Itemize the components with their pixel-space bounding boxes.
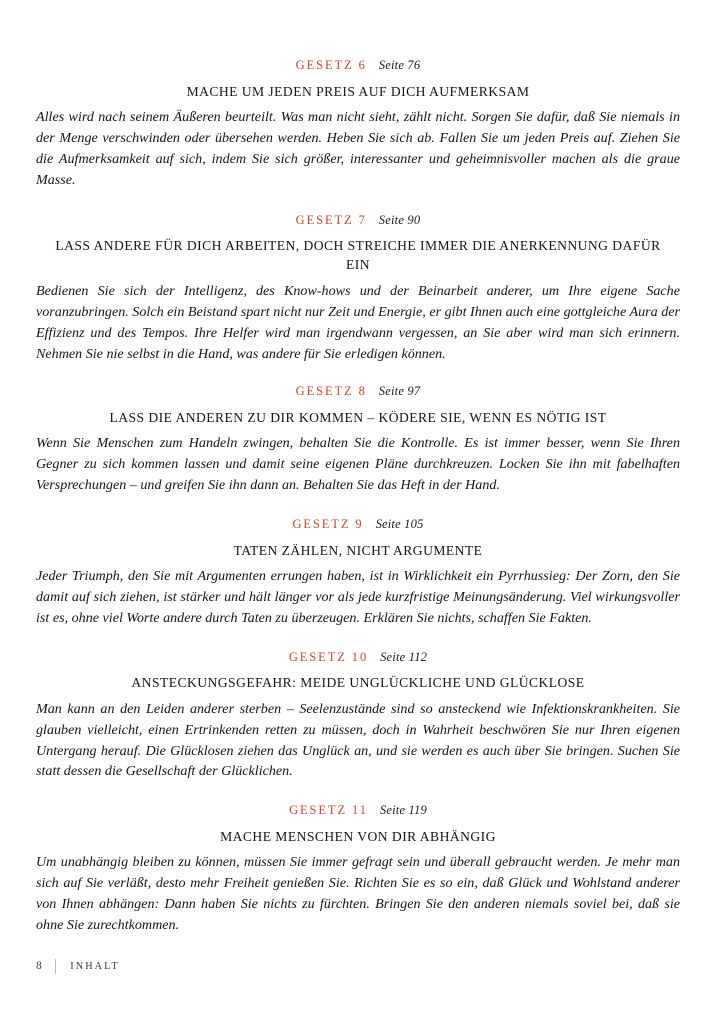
toc-entry-list [36,56,680,936]
law-title: MACHE MENSCHEN VON DIR ABHÄNGIG [220,828,496,844]
toc-entry-meta [36,801,680,819]
page-reference: Seite 90 [378,212,421,227]
footer-page-number: 8 [36,960,43,972]
toc-entry[interactable] [36,211,680,365]
law-description: Alles wird nach seinem Äußeren beurteilt. Was man nicht sieht, zählt nicht. Sorgen Sie dafür, daß Sie niemals in der Menge verschwinden oder übersehen werden. Heben Sie sich ab. Fallen Sie um jeden Preis auf. Ziehen Sie die Aufmerksamkeit auf sich, indem Sie sich größer, interessanter und geheimnisvoller machen als die graue Masse. [36,108,680,188]
page-reference: Seite 97 [378,384,421,399]
law-description: Wenn Sie Menschen zum Handeln zwingen, behalten Sie die Kontrolle. Es ist immer besser, wenn Sie Ihren Gegner zu sich kommen lassen und damit seine eigenen Pläne durchkreuzen. Locken Sie ihn mit fabelhaften Versprechungen – und greifen Sie ihn dann an. Behalten Sie das Heft in der Hand. [36,435,680,494]
toc-entry-meta [36,648,680,666]
law-label: GESETZ 9 [292,517,364,532]
footer-divider [55,959,56,974]
toc-entry[interactable] [36,56,680,191]
page-reference: Seite 105 [375,517,424,532]
law-description: Jeder Triumph, den Sie mit Argumenten errungen haben, ist in Wirklichkeit ein Pyrrhussieg: Der Zorn, den Sie damit auf sich ziehen, ist stärker und hält länger vor als jede kurzfristige Meinungsänderung. Viel wirkungsvoller ist es, ohne viel Worte andere durch Taten zu überzeugen. Erklären Sie nichts, schaffen Sie Fakten. [36,568,680,626]
toc-entry-meta [36,56,680,74]
law-title: LASS ANDERE FÜR DICH ARBEITEN, DOCH STREICHE IMMER DIE ANERKENNUNG DAFÜR EIN [55,238,661,273]
toc-entry[interactable] [36,801,680,936]
toc-entry-meta [36,515,680,533]
page-reference: Seite 119 [379,803,427,818]
law-title: MACHE UM JEDEN PREIS AUF DICH AUFMERKSAM [186,83,530,99]
law-description: Bedienen Sie sich der Intelligenz, des Know-hows und der Beinarbeit anderer, um Ihre eigene Sache voranzubringen. Solch ein Beistand spart nicht nur Zeit und Energie, er gibt Ihnen auch eine gottgleiche Aura der Effizienz und des Tempos. Ihre Helfer wird man irgendwann vergessen, an Sie aber wird man sich erinnern. Nehmen Sie nie selbst in die Hand, was andere für Sie erledigen können. [36,282,680,362]
page-footer [36,958,120,974]
page-reference: Seite 76 [378,58,421,72]
law-title: LASS DIE ANDEREN ZU DIR KOMMEN – KÖDERE SIE, WENN ES NÖTIG IST [109,410,607,426]
toc-entry-meta [36,211,680,229]
law-label: GESETZ 8 [295,384,367,399]
footer-section-label: INHALT [70,960,120,972]
law-label: GESETZ 7 [295,212,367,227]
law-description: Man kann an den Leiden anderer sterben – Seelenzustände sind so ansteckend wie Infektionskrankheiten. Sie glauben vielleicht, einen Ertrinkenden retten zu müssen, doch in Wahrheit beschwören Sie nur Ihren eigenen Untergang herauf. Die Glücklosen ziehen das Unglück an, und sie werden es auch über Sie bringen. Suchen Sie statt dessen die Gesellschaft der Glücklichen. [36,700,680,780]
law-label: GESETZ 6 [295,58,367,72]
law-description: Um unabhängig bleiben zu können, müssen Sie immer gefragt sein und überall gebraucht werden. Je mehr man sich auf Sie verläßt, desto mehr Freiheit genießen Sie. Richten Sie es so ein, daß Glück und Wohlstand anderer von Ihnen abhängen: Dann haben Sie nichts zu fürchten. Bringen Sie den anderen niemals soviel bei, daß sie ohne Sie zurechtkommen. [36,854,680,933]
toc-entry[interactable] [36,515,680,629]
law-title: ANSTECKUNGSGEFAHR: MEIDE UNGLÜCKLICHE UND GLÜCKLOSE [131,675,585,691]
page-reference: Seite 112 [380,649,428,664]
toc-entry-meta [36,382,680,400]
toc-entry[interactable] [36,382,680,496]
toc-entry[interactable] [36,648,680,783]
law-title: TATEN ZÄHLEN, NICHT ARGUMENTE [233,542,483,558]
law-label: GESETZ 10 [288,649,369,664]
law-label: GESETZ 11 [289,803,368,818]
